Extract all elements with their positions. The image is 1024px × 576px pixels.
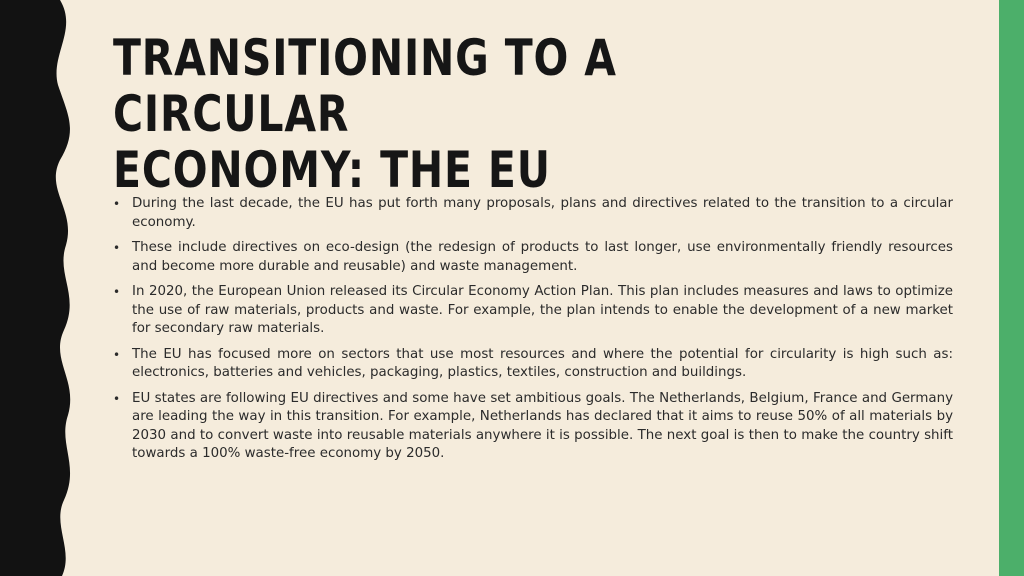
bullet-item	[113, 390, 953, 464]
bullet-marker: •	[113, 347, 121, 362]
bullet-text: The EU has focused more on sectors that use most resources and where the potential for circularity is high such as: electronics, batteries and vehicles, packaging, plastics, textiles, construction and buildings.	[132, 346, 953, 380]
wave-shape	[0, 0, 70, 576]
bullet-marker: •	[113, 391, 121, 406]
green-accent-bar	[999, 0, 1024, 576]
wavy-decorative-band	[0, 0, 80, 576]
bullet-item	[113, 346, 953, 383]
bullet-item	[113, 239, 953, 276]
bullet-marker: •	[113, 241, 121, 255]
bullet-marker: •	[113, 197, 121, 211]
bullet-item	[113, 283, 953, 339]
title-line-2: ECONOMY: THE EU	[113, 141, 551, 199]
bullet-text: In 2020, the European Union released its Circular Economy Action Plan. This plan includes measures and laws to optimize the use of raw materials, products and waste. For example, the plan intends to enable the development of a new market for secondary raw materials.	[132, 284, 953, 336]
bullet-text: These include directives on eco-design (the redesign of products to last longer, use environmentally friendly resources and become more durable and reusable) and waste management.	[132, 240, 953, 274]
bullet-text: EU states are following EU directives and some have set ambitious goals. The Netherlands, Belgium, France and Germany are leading the way in this transition. For example, Netherlands has declared that it aims to reuse 50% of all materials by 2030 and to convert waste into reusable materials anywhere it is possible. The next goal is then to make the country shift towards a 100% waste-free economy by 2050.	[132, 390, 953, 461]
bullet-text: During the last decade, the EU has put forth many proposals, plans and directives related to the transition to a circular economy.	[132, 196, 953, 230]
bullet-marker: •	[113, 285, 121, 299]
bullet-item	[113, 195, 953, 232]
slide-title	[113, 30, 818, 198]
title-line-1: TRANSITIONING TO A CIRCULAR	[113, 29, 617, 143]
bullet-list	[113, 195, 953, 471]
